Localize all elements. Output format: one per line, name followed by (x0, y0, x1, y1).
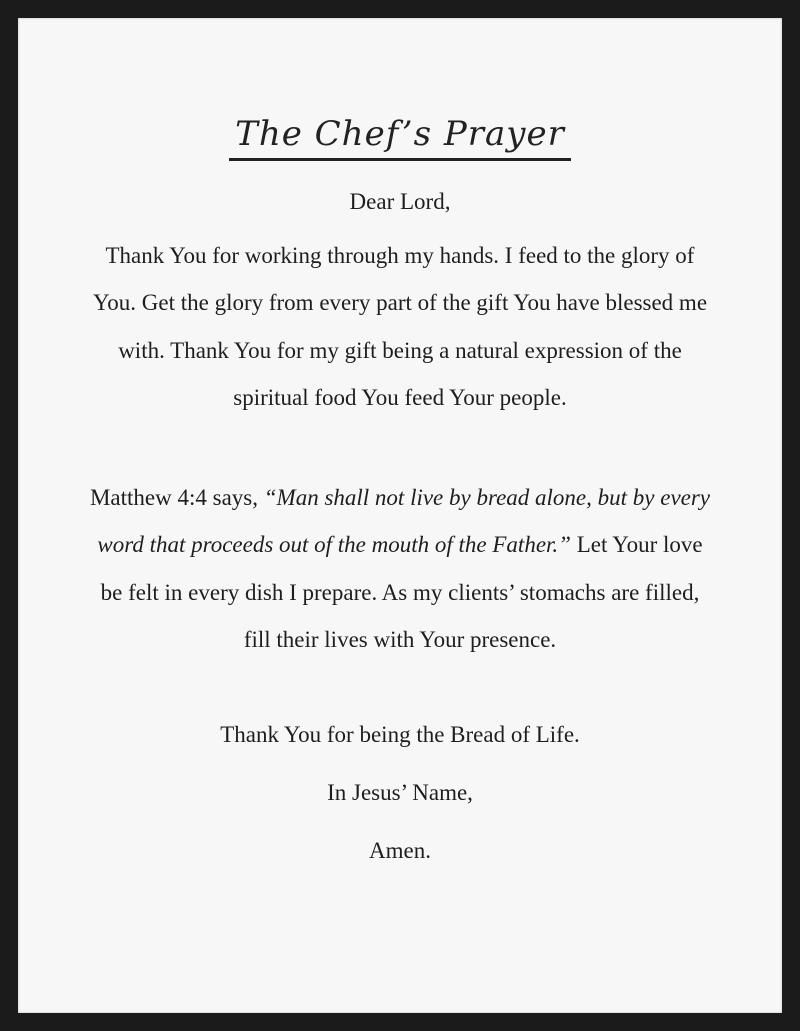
page-title: The Chef’s Prayer (229, 114, 571, 161)
scripture-reference: Matthew 4:4 says, (89, 485, 264, 510)
greeting: Dear Lord, (349, 189, 451, 214)
amen-line: Amen. (369, 838, 431, 863)
scripture-quote: “Man shall not live by bread alone, but by every word that proceeds out of the mouth of the Father.” (97, 485, 711, 558)
thanks-line: Thank You for being the Bread of Life. (220, 722, 580, 747)
prayer-paragraph-2 (88, 474, 712, 664)
prayer-paragraph-1: Thank You for working through my hands. I feed to the glory of You. Get the glory from every part of the gift You have blessed me with. Thank You for my gift being a natural expression of the spiritual food You feed Your people. (92, 243, 708, 411)
prayer-request: Let Your love be felt in every dish I prepare. As my clients’ stomachs are filled, fill their lives with Your presence. (100, 532, 703, 653)
title-container (18, 114, 782, 161)
prayer-page (18, 18, 782, 1013)
in-jesus-name-line: In Jesus’ Name, (327, 780, 473, 805)
